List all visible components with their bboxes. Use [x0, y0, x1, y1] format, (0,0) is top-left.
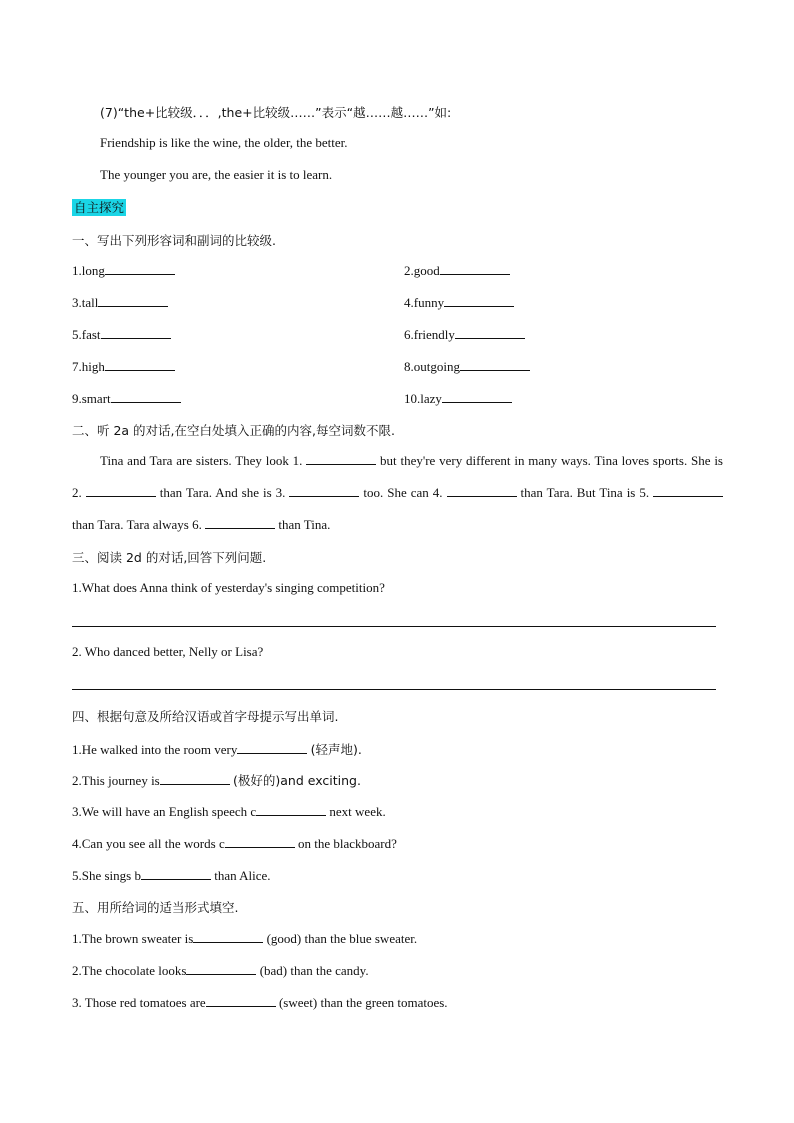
blank-1[interactable] [306, 452, 376, 465]
blank-2[interactable] [86, 484, 156, 497]
section-4-title: 四、根据句意及所给汉语或首字母提示写出单词. [72, 709, 339, 724]
blank-3[interactable] [289, 484, 359, 497]
s1-item-10: 10.lazy [404, 390, 512, 407]
s4-item-1: 1.He walked into the room very (轻声地). [72, 742, 362, 757]
blank[interactable] [225, 835, 295, 848]
s4-item-2: 2.This journey is (极好的)and exciting. [72, 773, 361, 788]
s1-item-6: 6.friendly [404, 326, 525, 343]
blank[interactable] [256, 803, 326, 816]
blank[interactable] [193, 930, 263, 943]
s1-item-2: 2.good [404, 262, 510, 279]
intro-example-1: Friendship is like the wine, the older, the better. [100, 135, 348, 150]
blank[interactable] [186, 962, 256, 975]
s4-item-3: 3.We will have an English speech c next week. [72, 804, 386, 819]
blank[interactable] [237, 741, 307, 754]
s4-item-4: 4.Can you see all the words c on the blackboard? [72, 836, 397, 851]
s3-answer-line-1[interactable] [72, 626, 716, 627]
s1-item-5: 5.fast [72, 326, 171, 343]
section-3-title: 三、阅读 2d 的对话,回答下列问题. [72, 550, 267, 565]
blank[interactable] [442, 390, 512, 403]
blank[interactable] [111, 390, 181, 403]
s3-question-1: 1.What does Anna think of yesterday's singing competition? [72, 580, 385, 595]
s1-item-8: 8.outgoing [404, 358, 530, 375]
blank[interactable] [160, 772, 230, 785]
s2-passage: Tina and Tara are sisters. They look 1. but they're very different in many ways. Tina loves sports. She is 2. than Tara. And she is 3. too. She can 4. than Tara. But Tina is 5. than Tara. Tara always 6. than Tina. [72, 453, 723, 532]
section-1-title: 一、写出下列形容词和副词的比较级. [72, 233, 276, 248]
s1-item-9: 9.smart [72, 390, 181, 407]
s4-item-5: 5.She sings b than Alice. [72, 868, 271, 883]
blank[interactable] [98, 294, 168, 307]
section-5-title: 五、用所给词的适当形式填空. [72, 900, 239, 915]
blank[interactable] [444, 294, 514, 307]
blank[interactable] [440, 262, 510, 275]
s5-item-2: 2.The chocolate looks (bad) than the candy. [72, 963, 369, 978]
s3-answer-line-2[interactable] [72, 689, 716, 690]
s3-question-2: 2. Who danced better, Nelly or Lisa? [72, 644, 264, 659]
blank[interactable] [455, 326, 525, 339]
section-tag: 自主探究 [74, 200, 125, 215]
s1-item-4: 4.funny [404, 294, 514, 311]
blank[interactable] [141, 867, 211, 880]
blank[interactable] [206, 994, 276, 1007]
s1-item-7: 7.high [72, 358, 175, 375]
blank-4[interactable] [447, 484, 517, 497]
blank-5[interactable] [653, 484, 723, 497]
intro-example-2: The younger you are, the easier it is to learn. [100, 167, 333, 182]
blank[interactable] [105, 358, 175, 371]
s1-item-3: 3.tall [72, 294, 168, 311]
s5-item-3: 3. Those red tomatoes are (sweet) than the green tomatoes. [72, 995, 448, 1010]
s1-item-1: 1.long [72, 262, 175, 279]
s5-item-1: 1.The brown sweater is (good) than the blue sweater. [72, 931, 418, 946]
blank[interactable] [101, 326, 171, 339]
blank[interactable] [460, 358, 530, 371]
blank[interactable] [105, 262, 175, 275]
intro-rule: (7)“the+比较级．．．,the+比较级……”表示“越……越……”如: [100, 105, 452, 120]
section-2-title: 二、听 2a 的对话,在空白处填入正确的内容,每空词数不限. [72, 423, 395, 438]
blank-6[interactable] [205, 516, 275, 529]
